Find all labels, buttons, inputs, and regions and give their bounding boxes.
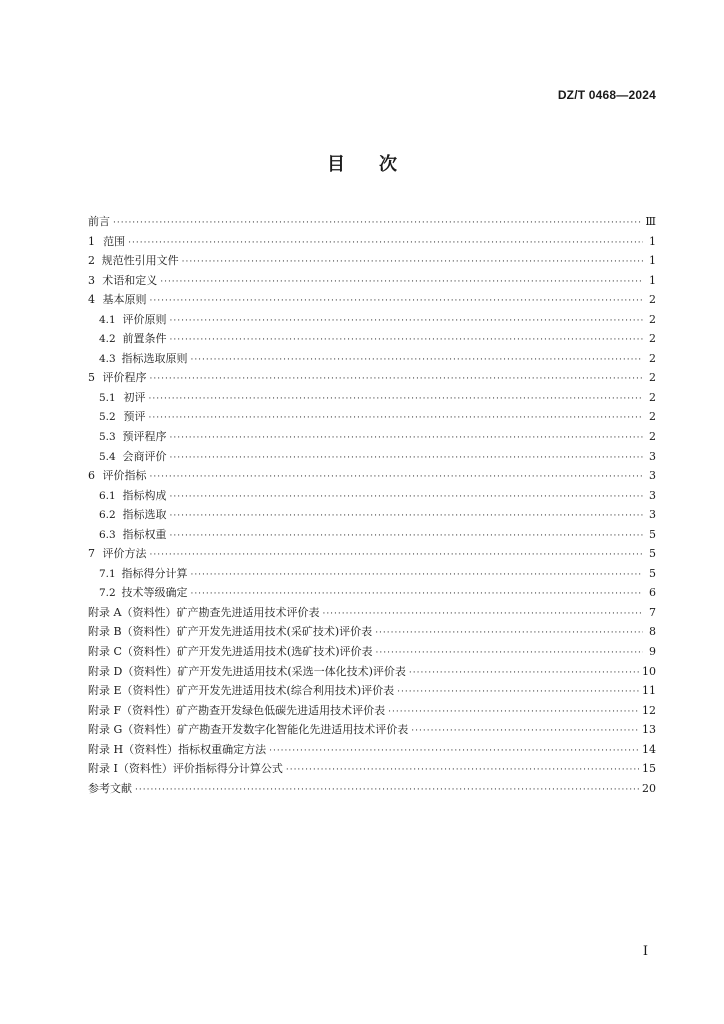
toc-leader-dots [150,370,643,390]
toc-entry-page: 3 [649,488,656,502]
toc-entry-number: 4.2 [99,333,116,346]
toc-entry-page: 5 [649,547,656,561]
toc-entry-page: 20 [642,781,656,795]
toc-entry-label: 会商评价 [122,449,167,463]
page-number: I [642,944,648,959]
toc-entry-label: 矿产勘查先进适用技术评价表 [176,605,320,619]
toc-entry[interactable] [88,701,656,721]
toc-entry-page: 8 [649,625,656,639]
toc-entry-page: 2 [649,351,656,365]
toc-leader-dots [286,761,639,781]
toc-entry-number: 5.3 [99,431,116,444]
toc-entry-number: 7.1 [99,567,116,580]
toc-leader-dots [269,742,639,762]
toc-entry[interactable] [88,662,656,682]
toc-entry-number: 附录 I（资料性） [88,762,173,776]
toc-leader-dots [411,722,639,742]
toc-entry-number: 4.3 [99,352,116,365]
toc-leader-dots [170,312,644,332]
toc-leader-dots [190,351,643,371]
toc-entry-number: 5.4 [99,450,116,463]
toc-entry[interactable] [88,349,656,369]
toc-entry-label: 矿产开发先进适用技术(选矿技术)评价表 [176,645,373,659]
toc-entry-page: 1 [649,273,656,287]
toc-entry-label: 术语和定义 [102,273,158,287]
toc-entry[interactable] [88,329,656,349]
toc-entry[interactable] [88,622,656,642]
toc-leader-dots [128,234,643,254]
toc-entry-label: 评价方法 [102,547,147,561]
toc-entry-number: 6.3 [99,528,116,541]
toc-entry-page: 14 [642,742,656,756]
toc-leader-dots [150,468,643,488]
toc-leader-dots [375,624,643,644]
toc-leader-dots [149,390,643,410]
toc-entry-number: 1 [88,234,95,248]
toc-entry-number: 6 [88,469,95,483]
toc-entry-label: 指标权重确定方法 [178,742,267,756]
toc-leader-dots [409,664,639,684]
toc-entry-label: 技术等级确定 [121,586,188,600]
toc-entry-label: 矿产勘查开发数字化智能化先进适用技术评价表 [177,723,409,737]
toc-leader-dots [150,546,643,566]
toc-entry[interactable] [88,271,656,291]
toc-entry-page: 6 [649,586,656,600]
toc-entry-label: 基本原则 [102,293,147,307]
toc-entry[interactable] [88,368,656,388]
toc-entry-number: 附录 E（资料性） [88,684,177,698]
toc-leader-dots [190,566,643,586]
toc-entry-number: 5 [88,371,95,385]
toc-entry-label: 矿产开发先进适用技术(采选一体化技术)评价表 [177,664,406,678]
page-title: 目次 [327,154,431,175]
toc-entry-label: 指标构成 [122,488,167,502]
toc-entry-page: 2 [649,390,656,404]
toc-entry[interactable] [88,290,656,310]
toc-entry-number: 7 [88,547,95,561]
toc-entry-page: 15 [642,762,656,776]
table-of-contents [88,212,656,798]
toc-entry-label: 指标选取原则 [121,351,188,365]
toc-entry[interactable] [88,388,656,408]
toc-entry[interactable] [88,642,656,662]
toc-entry-page: 2 [649,293,656,307]
toc-entry-page: Ⅲ [645,215,656,228]
toc-entry-page: 5 [649,527,656,541]
toc-entry[interactable] [88,740,656,760]
toc-leader-dots [397,683,639,703]
standard-code: DZ/T 0468—2024 [557,88,656,102]
toc-leader-dots [170,429,644,449]
toc-entry-page: 2 [649,430,656,444]
toc-entry-number: 附录 F（资料性） [88,703,177,717]
toc-entry-page: 3 [649,508,656,522]
toc-leader-dots [376,644,643,664]
toc-entry-page: 2 [649,332,656,346]
toc-entry-page: 7 [649,605,656,619]
toc-entry-label: 前言 [88,215,110,228]
toc-entry[interactable] [88,427,656,447]
toc-entry-number: 6.2 [99,509,116,522]
toc-leader-dots [160,273,643,293]
toc-entry[interactable] [88,447,656,467]
toc-entry-number: 4 [88,293,95,307]
toc-entry-number: 附录 B（资料性） [88,625,177,639]
toc-leader-dots [170,488,644,508]
toc-entry-label: 评价指标得分计算公式 [172,762,283,776]
toc-entry-page: 11 [642,684,656,698]
toc-entry-page: 1 [649,234,656,248]
toc-leader-dots [170,507,644,527]
toc-entry-page: 5 [649,566,656,580]
toc-entry-page: 12 [642,703,656,717]
toc-entry-number: 5.2 [99,411,116,424]
toc-entry-label: 预评 [123,410,146,424]
toc-entry-label: 指标选取 [122,508,167,522]
toc-entry-page: 2 [649,371,656,385]
toc-entry-label: 初评 [123,390,146,404]
toc-entry[interactable] [88,310,656,330]
toc-leader-dots [388,703,639,723]
toc-entry[interactable] [88,583,656,603]
toc-entry-label: 范围 [103,234,126,248]
toc-entry-label: 矿产勘查开发绿色低碳先进适用技术评价表 [176,703,386,717]
toc-entry-number: 附录 G（资料性） [88,723,178,737]
toc-leader-dots [149,409,643,429]
toc-entry[interactable] [88,564,656,584]
toc-leader-dots [170,449,644,469]
toc-entry-label: 评价原则 [122,312,167,326]
toc-entry-page: 3 [649,469,656,483]
toc-entry-label: 指标得分计算 [121,566,188,580]
toc-entry-number: 5.1 [99,391,116,404]
toc-entry-number: 附录 C（资料性） [88,645,177,659]
toc-entry-label: 评价程序 [102,371,147,385]
toc-leader-dots [113,214,642,234]
toc-entry-label: 评价指标 [102,469,147,483]
toc-entry[interactable] [88,407,656,427]
toc-entry[interactable] [88,505,656,525]
toc-entry-number: 附录 H（资料性） [88,742,179,756]
toc-entry-page: 13 [642,723,656,737]
toc-leader-dots [135,781,639,801]
toc-entry-page: 1 [649,254,656,268]
toc-entry[interactable] [88,720,656,740]
toc-entry-number: 3 [88,273,95,287]
toc-entry-number: 2 [88,254,95,268]
toc-entry-label: 矿产开发先进适用技术(综合利用技术)评价表 [176,684,395,698]
toc-entry-page: 2 [649,410,656,424]
toc-entry-label: 参考文献 [88,781,132,795]
toc-entry[interactable] [88,232,656,252]
toc-entry-number: 附录 A（资料性） [88,605,177,619]
toc-entry-label: 预评程序 [122,430,167,444]
toc-entry-number: 6.1 [99,489,116,502]
toc-entry-page: 10 [642,664,656,678]
toc-entry-label: 指标权重 [122,527,167,541]
toc-entry[interactable] [88,603,656,623]
toc-entry[interactable] [88,544,656,564]
toc-entry[interactable] [88,525,656,545]
toc-leader-dots [170,527,644,547]
toc-entry[interactable] [88,212,656,232]
toc-leader-dots [170,331,644,351]
toc-entry-label: 前置条件 [122,332,167,346]
toc-entry[interactable] [88,779,656,799]
toc-leader-dots [150,292,643,312]
toc-entry-number: 4.1 [99,313,116,326]
toc-entry-number: 附录 D（资料性） [88,664,178,678]
toc-entry-number: 7.2 [99,587,116,600]
toc-entry[interactable] [88,681,656,701]
toc-entry-page: 2 [649,312,656,326]
toc-entry[interactable] [88,486,656,506]
toc-entry-label: 规范性引用文件 [101,254,179,268]
toc-entry-page: 3 [649,449,656,463]
toc-entry[interactable] [88,466,656,486]
toc-leader-dots [182,253,643,273]
toc-entry[interactable] [88,251,656,271]
toc-entry-page: 9 [649,645,656,659]
toc-entry-label: 矿产开发先进适用技术(采矿技术)评价表 [176,625,373,639]
toc-entry[interactable] [88,759,656,779]
